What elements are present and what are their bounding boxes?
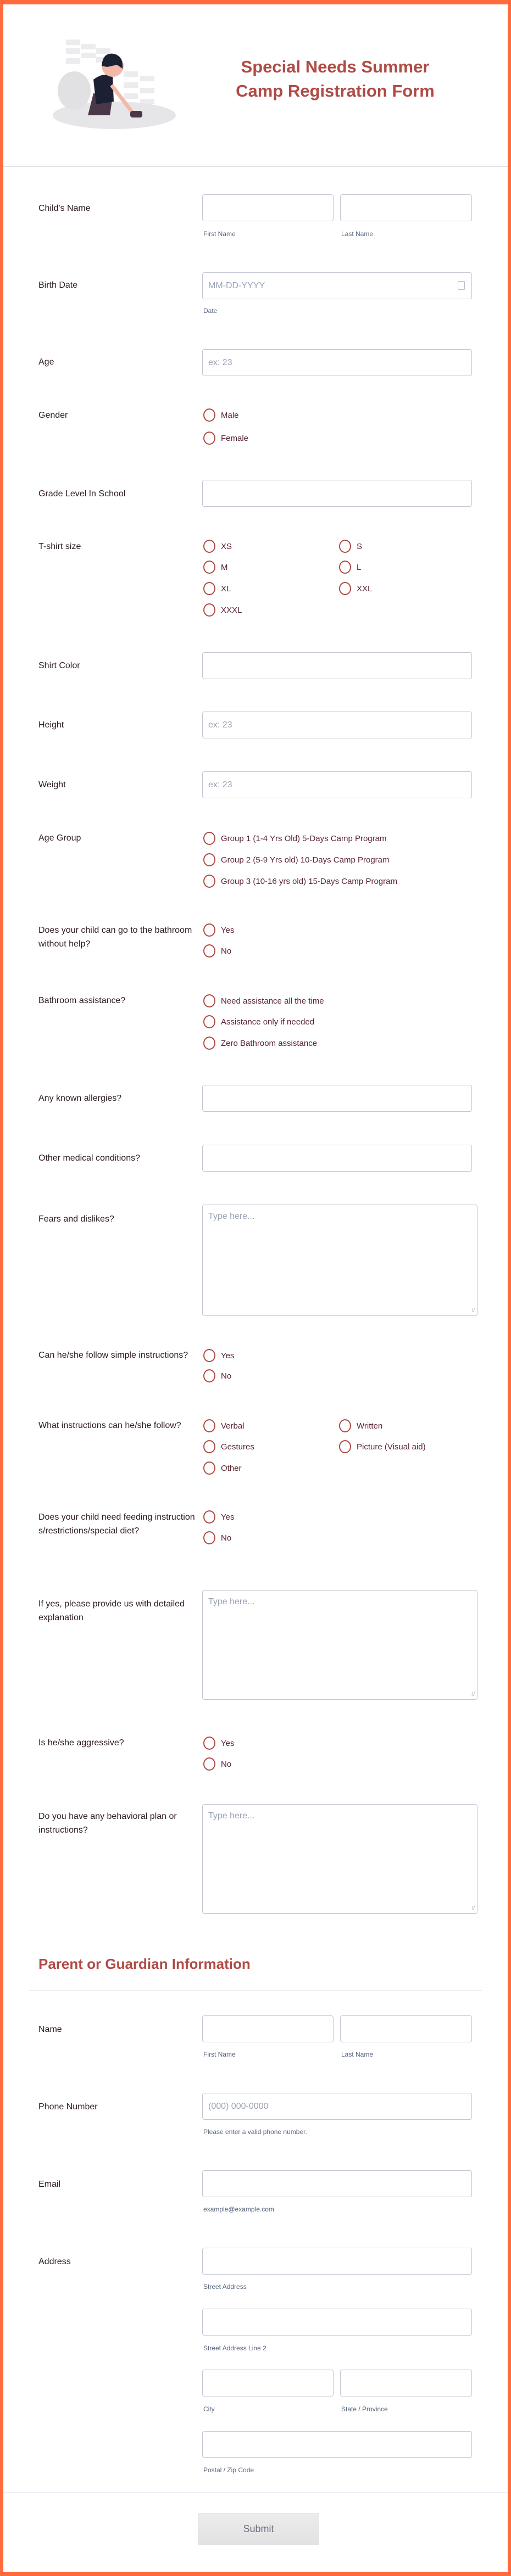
feeding-option-yes[interactable] xyxy=(203,1510,234,1524)
parent-name-label: Name xyxy=(38,2025,62,2034)
option-label: Picture (Visual aid) xyxy=(357,1442,426,1452)
radio-circle-icon[interactable] xyxy=(203,923,215,937)
explanation-label: If yes, please provide us with detailed explanation xyxy=(38,1599,185,1622)
option-label: Other xyxy=(221,1463,242,1473)
aggressive-label: Is he/she aggressive? xyxy=(38,1738,124,1748)
footer-divider xyxy=(3,2492,508,2493)
email-input[interactable] xyxy=(202,2170,472,2197)
tshirt-option-xxl[interactable] xyxy=(339,582,372,595)
email-sublabel: example@example.com xyxy=(203,2205,274,2213)
email-label: Email xyxy=(38,2180,61,2189)
resize-handle-icon[interactable]: // xyxy=(471,1692,475,1698)
option-label: Yes xyxy=(221,1512,235,1522)
radio-circle-icon[interactable] xyxy=(203,1461,215,1475)
height-input[interactable]: ex: 23 xyxy=(202,712,472,738)
bathroom-question-label: Does your child can go to the bathroom without help? xyxy=(38,926,192,949)
instr-option-picture[interactable] xyxy=(339,1440,426,1453)
radio-circle-icon[interactable] xyxy=(203,944,215,957)
age-group-label: Age Group xyxy=(38,833,81,843)
radio-circle-icon[interactable] xyxy=(203,1757,215,1771)
street-address-line2-sublabel: Street Address Line 2 xyxy=(203,2344,266,2352)
radio-circle-icon[interactable] xyxy=(203,832,215,845)
allergies-label: Any known allergies? xyxy=(38,1094,122,1103)
city-sublabel: City xyxy=(203,2405,215,2413)
calendar-icon[interactable] xyxy=(458,281,465,290)
option-label: L xyxy=(357,562,362,572)
tshirt-option-m[interactable] xyxy=(203,561,228,574)
textarea-placeholder: Type here... xyxy=(208,1811,255,1821)
first-name-sublabel: First Name xyxy=(203,230,236,238)
street-address-sublabel: Street Address xyxy=(203,2283,247,2291)
behavioral-plan-textarea[interactable] xyxy=(202,1804,477,1914)
fears-textarea[interactable] xyxy=(202,1205,477,1316)
city-input[interactable] xyxy=(202,2370,334,2396)
address-label: Address xyxy=(38,2257,71,2266)
radio-circle-icon[interactable] xyxy=(203,408,215,422)
bathroom-option-no[interactable] xyxy=(203,944,231,957)
weight-label: Weight xyxy=(38,780,66,789)
radio-circle-icon[interactable] xyxy=(339,561,351,574)
last-name-sublabel: Last Name xyxy=(341,230,374,238)
radio-circle-icon[interactable] xyxy=(203,1369,215,1382)
option-label: Assistance only if needed xyxy=(221,1017,315,1027)
street-address-line2-input[interactable] xyxy=(202,2309,472,2336)
option-label: XS xyxy=(221,541,232,551)
phone-label: Phone Number xyxy=(38,2102,98,2112)
bathroom-option-yes[interactable] xyxy=(203,923,234,937)
street-address-input[interactable] xyxy=(202,2248,472,2275)
tshirt-option-xs[interactable] xyxy=(203,540,232,553)
option-label: Need assistance all the time xyxy=(221,996,324,1006)
radio-circle-icon[interactable] xyxy=(203,1531,215,1544)
aggressive-option-no[interactable] xyxy=(203,1757,231,1771)
simple-option-no[interactable] xyxy=(203,1369,231,1382)
instr-option-written[interactable] xyxy=(339,1419,382,1432)
radio-circle-icon[interactable] xyxy=(339,582,351,595)
grade-level-input[interactable] xyxy=(202,480,472,507)
child-last-name-input[interactable] xyxy=(340,194,472,221)
zip-input[interactable] xyxy=(202,2431,472,2458)
radio-circle-icon[interactable] xyxy=(203,432,215,445)
option-label: M xyxy=(221,562,228,572)
title-line-2: Camp Registration Form xyxy=(236,81,435,100)
simple-option-yes[interactable] xyxy=(203,1349,234,1362)
header-divider xyxy=(3,166,508,167)
age-input[interactable]: ex: 23 xyxy=(202,349,472,376)
tshirt-size-label: T-shirt size xyxy=(38,542,81,551)
radio-circle-icon[interactable] xyxy=(203,1510,215,1524)
zip-sublabel: Postal / Zip Code xyxy=(203,2466,254,2474)
medical-conditions-label: Other medical conditions? xyxy=(38,1153,140,1163)
option-label: Zero Bathroom assistance xyxy=(221,1038,318,1048)
aggressive-option-yes[interactable] xyxy=(203,1737,234,1750)
instruction-types-label: What instructions can he/she follow? xyxy=(38,1421,181,1430)
instr-option-other[interactable] xyxy=(203,1461,242,1475)
behavioral-plan-label: Do you have any behavioral plan or instructions? xyxy=(38,1812,177,1835)
section-divider xyxy=(29,1990,482,1991)
feeding-option-no[interactable] xyxy=(203,1531,231,1544)
bath-assist-option-3[interactable] xyxy=(203,1037,317,1050)
option-label: Yes xyxy=(221,925,235,935)
radio-circle-icon[interactable] xyxy=(203,1037,215,1050)
parent-last-name-input[interactable] xyxy=(340,2015,472,2042)
radio-circle-icon[interactable] xyxy=(203,875,215,888)
radio-circle-icon[interactable] xyxy=(203,1440,215,1453)
phone-sublabel: Please enter a valid phone number. xyxy=(203,2128,307,2136)
birth-date-input[interactable] xyxy=(202,272,472,299)
radio-circle-icon[interactable] xyxy=(203,853,215,866)
textarea-placeholder: Type here... xyxy=(208,1597,255,1606)
gender-label: Gender xyxy=(38,411,68,420)
option-label: XXXL xyxy=(221,605,242,615)
radio-circle-icon[interactable] xyxy=(203,994,215,1007)
radio-circle-icon[interactable] xyxy=(203,540,215,553)
bath-assist-option-1[interactable] xyxy=(203,994,324,1007)
radio-circle-icon[interactable] xyxy=(203,1737,215,1750)
resize-handle-icon[interactable]: // xyxy=(471,1906,475,1912)
allergies-input[interactable] xyxy=(202,1085,472,1112)
instr-option-gestures[interactable] xyxy=(203,1440,254,1453)
option-label: S xyxy=(357,541,363,551)
option-label: Yes xyxy=(221,1738,235,1748)
instr-option-verbal[interactable] xyxy=(203,1419,245,1432)
option-label: Yes xyxy=(221,1351,235,1360)
option-label: Male xyxy=(221,410,239,420)
submit-button[interactable]: Submit xyxy=(198,2513,319,2545)
parent-first-name-input[interactable] xyxy=(202,2015,334,2042)
radio-circle-icon[interactable] xyxy=(203,603,215,617)
weight-input[interactable]: ex: 23 xyxy=(202,771,472,798)
explanation-textarea[interactable] xyxy=(202,1590,477,1700)
option-label: Written xyxy=(357,1421,383,1431)
option-label: No xyxy=(221,1759,232,1769)
option-label: No xyxy=(221,1371,232,1381)
option-label: Verbal xyxy=(221,1421,245,1431)
option-label: No xyxy=(221,946,232,956)
textarea-placeholder: Type here... xyxy=(208,1212,255,1221)
form-title xyxy=(203,55,467,103)
radio-circle-icon[interactable] xyxy=(339,1419,351,1432)
option-label: XL xyxy=(221,584,231,593)
simple-instructions-label: Can he/she follow simple instructions? xyxy=(38,1351,188,1360)
child-first-name-input[interactable] xyxy=(202,194,334,221)
option-label: XXL xyxy=(357,584,373,593)
radio-circle-icon[interactable] xyxy=(339,1440,351,1453)
option-label: No xyxy=(221,1533,232,1543)
date-sublabel: Date xyxy=(203,307,218,315)
radio-circle-icon[interactable] xyxy=(203,1419,215,1432)
option-label: Group 3 (10-16 yrs old) 15-Days Camp Program xyxy=(221,876,397,886)
fears-label: Fears and dislikes? xyxy=(38,1214,114,1224)
radio-circle-icon[interactable] xyxy=(339,540,351,553)
tshirt-option-s[interactable] xyxy=(339,540,362,553)
age-group-option-2[interactable] xyxy=(203,853,390,866)
child-playing-illustration xyxy=(52,38,176,132)
option-label: Group 1 (1-4 Yrs Old) 5-Days Camp Program xyxy=(221,833,387,843)
birth-date-label: Birth Date xyxy=(38,281,78,290)
bathroom-assistance-label: Bathroom assistance? xyxy=(38,996,126,1005)
age-group-option-3[interactable] xyxy=(203,875,397,888)
radio-circle-icon[interactable] xyxy=(203,1015,215,1028)
option-label: Gestures xyxy=(221,1442,254,1452)
medical-conditions-input[interactable] xyxy=(202,1145,472,1172)
gender-option-female[interactable] xyxy=(203,432,248,445)
grade-level-label: Grade Level In School xyxy=(38,489,126,499)
tshirt-option-l[interactable] xyxy=(339,561,361,574)
shirt-color-label: Shirt Color xyxy=(38,661,80,670)
first-name-sublabel: First Name xyxy=(203,2051,236,2058)
radio-circle-icon[interactable] xyxy=(203,582,215,595)
resize-handle-icon[interactable]: // xyxy=(471,1308,475,1314)
radio-circle-icon[interactable] xyxy=(203,1349,215,1362)
parent-section-heading: Parent or Guardian Information xyxy=(38,1956,251,1972)
tshirt-option-xl[interactable] xyxy=(203,582,231,595)
option-label: Group 2 (5-9 Yrs old) 10-Days Camp Program xyxy=(221,855,390,865)
option-label: Female xyxy=(221,433,249,443)
radio-circle-icon[interactable] xyxy=(203,561,215,574)
birth-date-placeholder: MM-DD-YYYY xyxy=(208,281,265,290)
state-input[interactable] xyxy=(340,2370,472,2396)
state-sublabel: State / Province xyxy=(341,2405,388,2413)
title-line-1: Special Needs Summer xyxy=(241,57,430,76)
gender-option-male[interactable] xyxy=(203,408,239,422)
age-label: Age xyxy=(38,357,54,367)
childs-name-label: Child's Name xyxy=(38,204,91,213)
height-label: Height xyxy=(38,720,64,730)
feeding-label: Does your child need feeding instructions/restrictions/special diet? xyxy=(38,1513,195,1536)
phone-input[interactable]: (000) 000-0000 xyxy=(202,2093,472,2120)
last-name-sublabel: Last Name xyxy=(341,2051,374,2058)
tshirt-option-xxxl[interactable] xyxy=(203,603,242,617)
age-group-option-1[interactable] xyxy=(203,832,387,845)
bath-assist-option-2[interactable] xyxy=(203,1015,314,1028)
shirt-color-input[interactable] xyxy=(202,652,472,679)
